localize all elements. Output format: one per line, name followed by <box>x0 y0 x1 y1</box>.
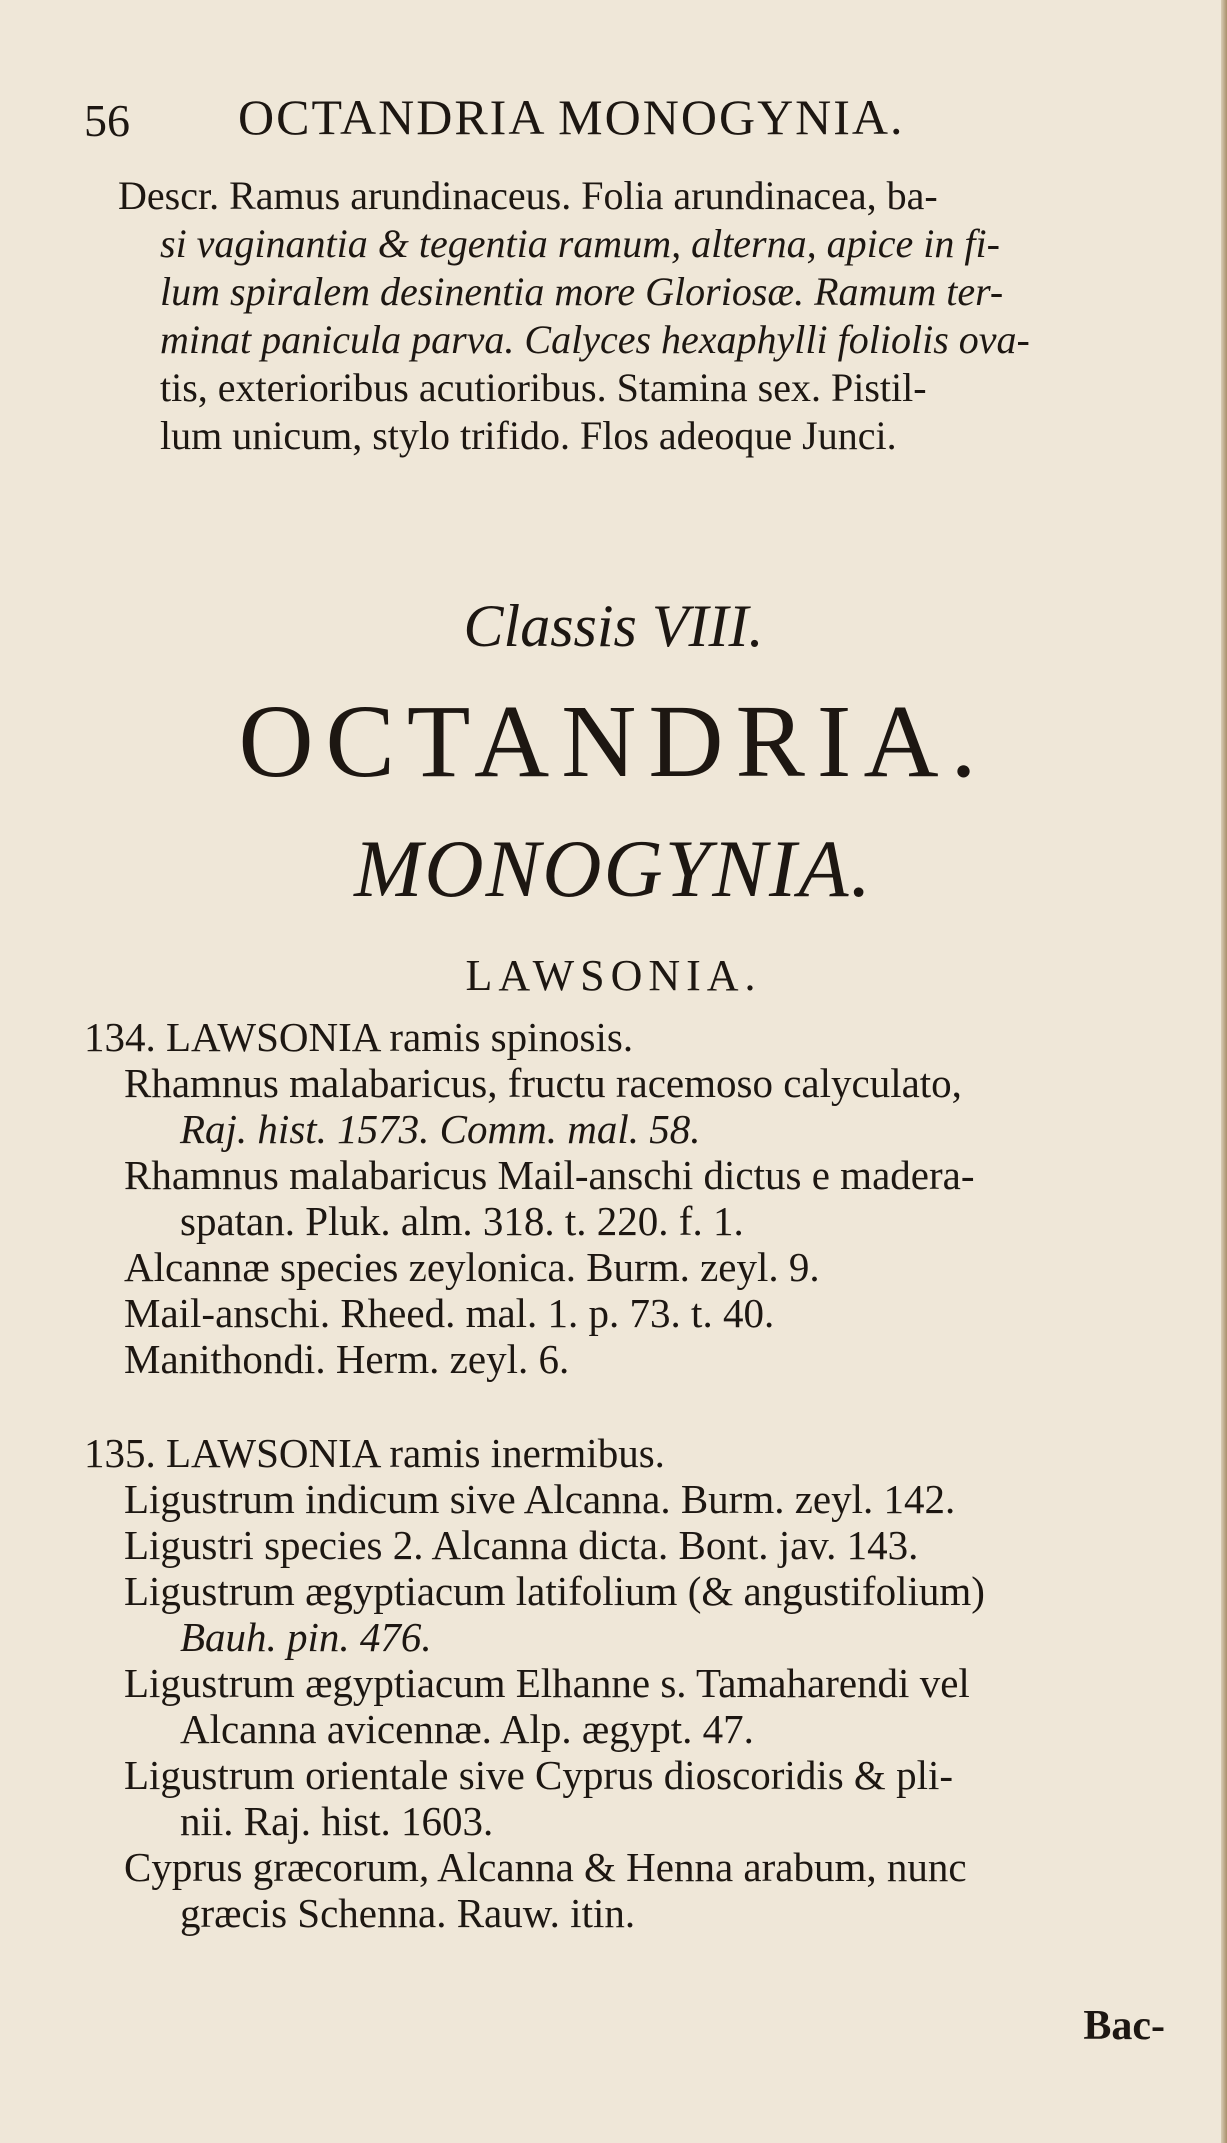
class-name-heading: OCTANDRIA. <box>238 684 989 799</box>
synonym-line: Rhamnus malabaricus, fructu racemoso calyculato, <box>124 1060 962 1106</box>
synonym-line: Alcannæ species zeylonica. Burm. zeyl. 9. <box>124 1244 820 1290</box>
entry-number: 134. <box>84 1014 156 1060</box>
synonym-citation: nii. Raj. hist. 1603. <box>180 1798 494 1844</box>
synonym-citation: græcis Schenna. Rauw. itin. <box>180 1890 636 1936</box>
page-edge <box>1221 0 1227 2143</box>
synonym-citation: spatan. Pluk. alm. 318. t. 220. f. 1. <box>180 1198 744 1244</box>
species-entry <box>84 1014 974 1382</box>
entry-number: 135. <box>84 1430 156 1476</box>
description-line: lum unicum, stylo trifido. Flos adeoque Junci. <box>160 413 897 458</box>
running-title: OCTANDRIA MONOGYNIA. <box>238 89 905 145</box>
genus-heading: LAWSONIA. <box>465 951 762 1000</box>
synonym-citation: Bauh. pin. 476. <box>180 1614 432 1660</box>
synonym-line: Mail-anschi. Rheed. mal. 1. p. 73. t. 40. <box>124 1290 775 1336</box>
description-line: minat panicula parva. Calyces hexaphylli foliolis ova- <box>160 317 1030 362</box>
synonym-line: Manithondi. Herm. zeyl. 6. <box>124 1336 570 1382</box>
synonym-citation: Raj. hist. 1573. Comm. mal. 58. <box>180 1106 701 1152</box>
catchword: Bac- <box>1083 2003 1165 2049</box>
description-line: si vaginantia & tegentia ramum, alterna, apice in fi- <box>160 221 1000 266</box>
entry-name: LAWSONIA ramis spinosis. <box>166 1014 634 1060</box>
page-number: 56 <box>84 95 130 146</box>
description-line: Descr. Ramus arundinaceus. Folia arundinacea, ba- <box>118 173 938 218</box>
description-line: tis, exterioribus acutioribus. Stamina sex. Pistil- <box>160 365 927 410</box>
classis-heading: Classis VIII. <box>463 593 764 659</box>
synonym-line: Ligustrum indicum sive Alcanna. Burm. zeyl. 142. <box>124 1476 956 1522</box>
species-entry <box>84 1430 985 1936</box>
synonym-citation: Alcanna avicennæ. Alp. ægypt. 47. <box>180 1706 754 1752</box>
description-line: lum spiralem desinentia more Gloriosæ. Ramum ter- <box>160 269 1004 314</box>
synonym-line: Cyprus græcorum, Alcanna & Henna arabum, nunc <box>124 1844 967 1890</box>
synonym-line: Ligustrum orientale sive Cyprus dioscoridis & pli- <box>124 1752 954 1798</box>
synonym-line: Ligustrum ægyptiacum Elhanne s. Tamaharendi vel <box>124 1660 970 1706</box>
synonym-line: Rhamnus malabaricus Mail-anschi dictus e madera- <box>124 1152 975 1198</box>
entry-heading <box>84 1430 985 1476</box>
order-heading: MONOGYNIA. <box>354 823 873 914</box>
entry-heading <box>84 1014 974 1060</box>
synonym-line: Ligustrum ægyptiacum latifolium (& angustifolium) <box>124 1568 985 1614</box>
description-paragraph <box>118 172 1030 460</box>
entry-name: LAWSONIA ramis inermibus. <box>166 1430 665 1476</box>
synonym-line: Ligustri species 2. Alcanna dicta. Bont. jav. 143. <box>124 1522 919 1568</box>
